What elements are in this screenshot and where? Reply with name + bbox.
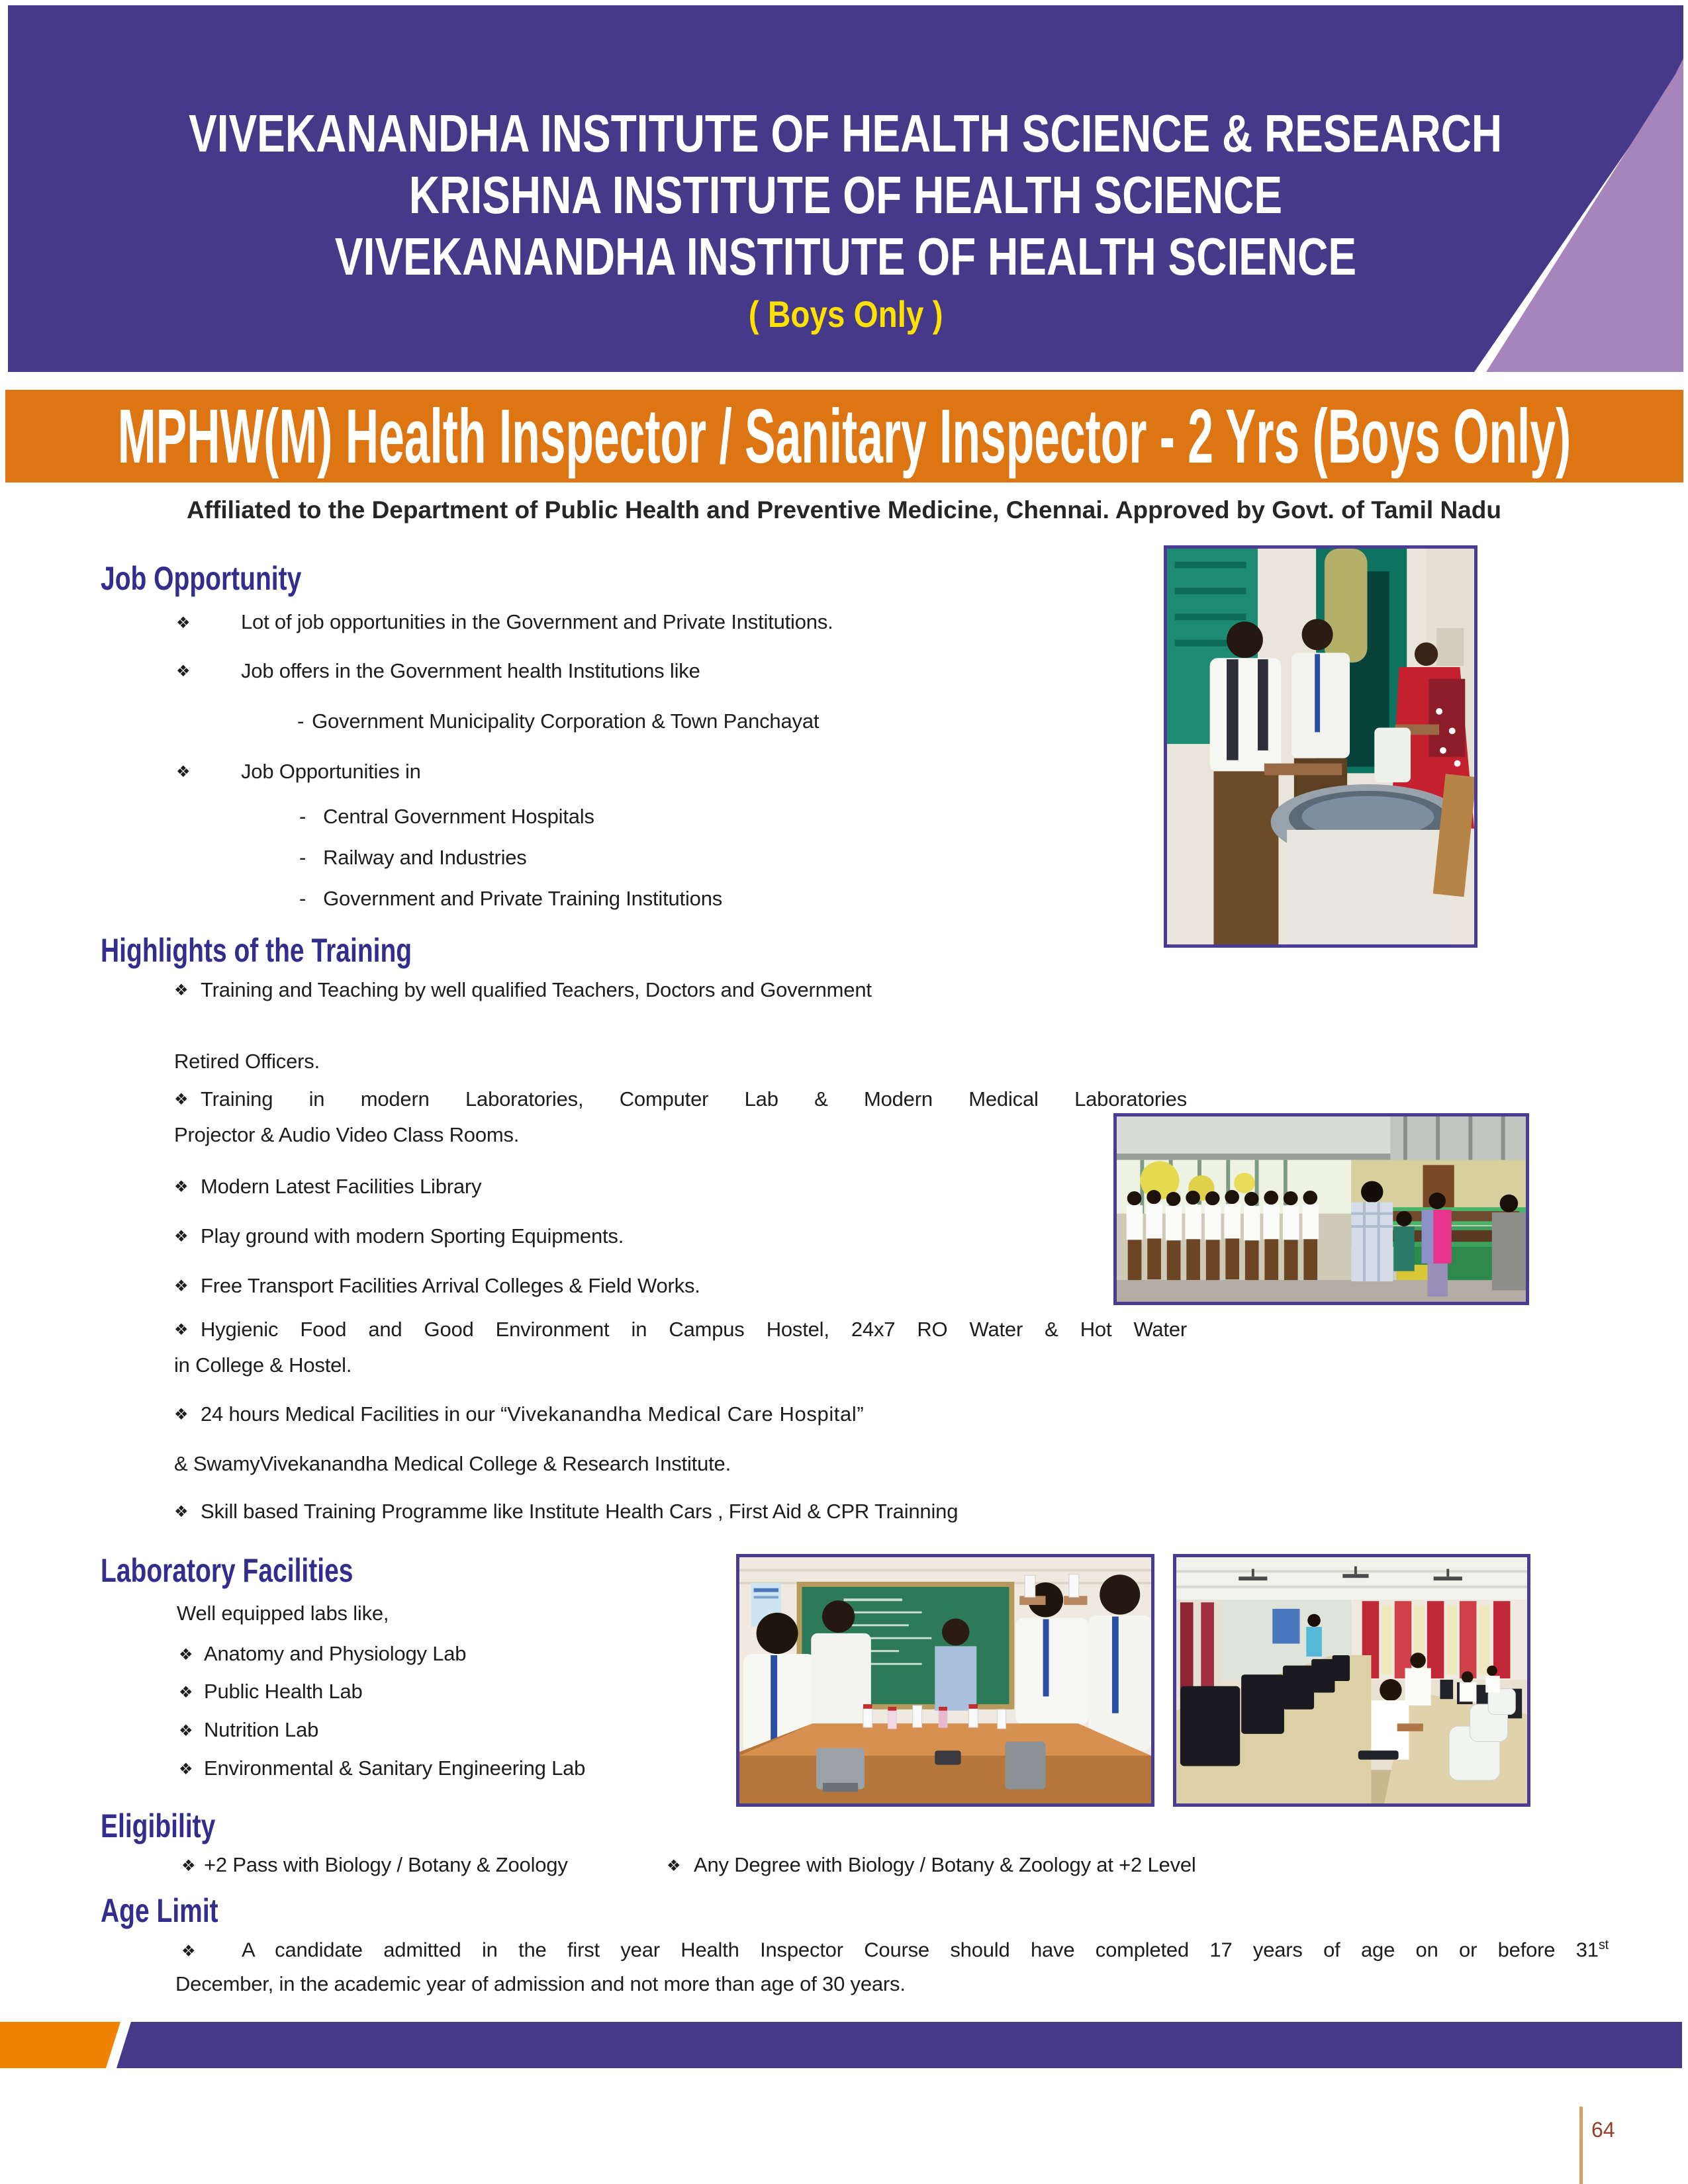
laboratory-intro: Well equipped labs like,: [177, 1602, 389, 1625]
bullet-icon: ❖: [179, 1646, 193, 1664]
eligibility-item-2: Any Degree with Biology / Botany & Zoology at +2 Level: [694, 1853, 1196, 1876]
footer-bar: [0, 2022, 1688, 2068]
job-bullet-3-sub-2: - Railway and Industries: [299, 846, 527, 869]
page-number-rule: [1579, 2107, 1583, 2184]
page-number: 64: [1591, 2118, 1615, 2142]
photo-field-visit: [1164, 545, 1477, 948]
section-heading-laboratory: Laboratory Facilities: [101, 1552, 353, 1589]
bullet-icon: ❖: [174, 1406, 189, 1424]
bullet-icon: ❖: [174, 1091, 189, 1109]
bullet-icon: ❖: [179, 1722, 193, 1740]
lab-item-1: Anatomy and Physiology Lab: [204, 1642, 467, 1665]
boys-only-note: ( Boys Only ): [748, 293, 943, 335]
section-heading-highlights: Highlights of the Training: [101, 932, 412, 969]
bullet-icon: ❖: [176, 662, 191, 680]
highlight-5: Free Transport Facilities Arrival Colleges & Field Works.: [201, 1274, 700, 1297]
job-bullet-3-sub-3: - Government and Private Training Institutions: [299, 887, 723, 910]
age-limit-line-1: A candidate admitted in the first year Health Inspector Course should have completed 17 years of age on or before 31st: [242, 1938, 1609, 1962]
job-bullet-3-sub-1: - Central Government Hospitals: [299, 805, 594, 828]
institute-name-3: VIVEKANANDHA INSTITUTE OF HEALTH SCIENCE: [334, 227, 1357, 286]
section-heading-age-limit: Age Limit: [101, 1892, 218, 1929]
lab-item-3: Nutrition Lab: [204, 1718, 319, 1741]
photo-outdoor-training: [1113, 1113, 1529, 1305]
bullet-icon: ❖: [181, 1942, 196, 1960]
bullet-icon: ❖: [179, 1684, 193, 1702]
photo-computer-lab: [1173, 1554, 1530, 1807]
institute-name-1: VIVEKANANDHA INSTITUTE OF HEALTH SCIENCE & RESEARCH: [189, 104, 1503, 163]
highlight-8: Skill based Training Programme like Institute Health Cars , First Aid & CPR Trainning: [201, 1500, 959, 1523]
age-limit-line-2: December, in the academic year of admission and not more than age of 30 years.: [175, 1972, 906, 1995]
photo-outdoor-training-illustration: [1117, 1116, 1526, 1302]
footer-decoration: [0, 2022, 1688, 2068]
institute-name-2: KRISHNA INSTITUTE OF HEALTH SCIENCE: [408, 165, 1283, 224]
highlight-1-line-2: Retired Officers.: [174, 1050, 320, 1073]
bullet-icon: ❖: [174, 1178, 189, 1196]
bullet-icon: ❖: [179, 1760, 193, 1778]
highlight-2-line-2: Projector & Audio Video Class Rooms.: [174, 1123, 520, 1146]
highlight-1-line-1: Training and Teaching by well qualified Teachers, Doctors and Government: [201, 978, 872, 1001]
highlight-4: Play ground with modern Sporting Equipments.: [201, 1224, 624, 1248]
lab-item-4: Environmental & Sanitary Engineering Lab: [204, 1756, 586, 1780]
job-bullet-3: Job Opportunities in: [241, 760, 421, 783]
bullet-icon: ❖: [174, 1321, 189, 1339]
highlight-7-line-1: 24 hours Medical Facilities in our “Vivekanandha Medical Care Hospital”: [201, 1402, 864, 1426]
highlight-2-line-1: Training in modern Laboratories, Computer Lab & Modern Medical Laboratories: [201, 1087, 1187, 1111]
bullet-icon: ❖: [176, 763, 191, 781]
job-bullet-2-sub: - Government Municipality Corporation & Town Panchayat: [297, 709, 820, 733]
course-title-banner: [5, 390, 1683, 482]
eligibility-item-1: +2 Pass with Biology / Botany & Zoology: [204, 1853, 568, 1876]
course-title: MPHW(M) Health Inspector / Sanitary Inspector - 2 Yrs (Boys Only): [117, 393, 1571, 479]
photo-computer-lab-illustration: [1176, 1557, 1527, 1803]
bullet-icon: ❖: [174, 1277, 189, 1295]
photo-field-visit-illustration: [1167, 549, 1474, 944]
highlight-3: Modern Latest Facilities Library: [201, 1175, 482, 1198]
header-banner: [8, 5, 1683, 372]
photo-laboratory-class-illustration: [739, 1557, 1151, 1803]
ordinal-superscript: st: [1598, 1938, 1609, 1952]
bullet-icon: ❖: [174, 1503, 189, 1521]
bullet-icon: ❖: [181, 1857, 196, 1875]
job-bullet-1: Lot of job opportunities in the Government and Private Institutions.: [241, 610, 833, 633]
bullet-icon: ❖: [174, 981, 189, 999]
highlight-6-line-1: Hygienic Food and Good Environment in Campus Hostel, 24x7 RO Water & Hot Water: [201, 1318, 1187, 1341]
lab-item-2: Public Health Lab: [204, 1680, 363, 1703]
affiliation-line: Affiliated to the Department of Public Health and Preventive Medicine, Chennai. Approved by Govt. of Tamil Nadu: [187, 496, 1501, 523]
bullet-icon: ❖: [174, 1228, 189, 1246]
bullet-icon: ❖: [176, 614, 191, 632]
job-bullet-2: Job offers in the Government health Institutions like: [241, 659, 700, 682]
bullet-icon: ❖: [667, 1857, 681, 1875]
hospital-name: Vivekanandha Medical Care Hospital: [507, 1402, 857, 1426]
section-heading-eligibility: Eligibility: [101, 1807, 216, 1844]
highlight-6-line-2: in College & Hostel.: [174, 1353, 352, 1377]
section-heading-job-opportunity: Job Opportunity: [101, 560, 302, 597]
photo-laboratory-class: [736, 1554, 1154, 1807]
highlight-7-line-2: & SwamyVivekanandha Medical College & Research Institute.: [174, 1452, 731, 1475]
